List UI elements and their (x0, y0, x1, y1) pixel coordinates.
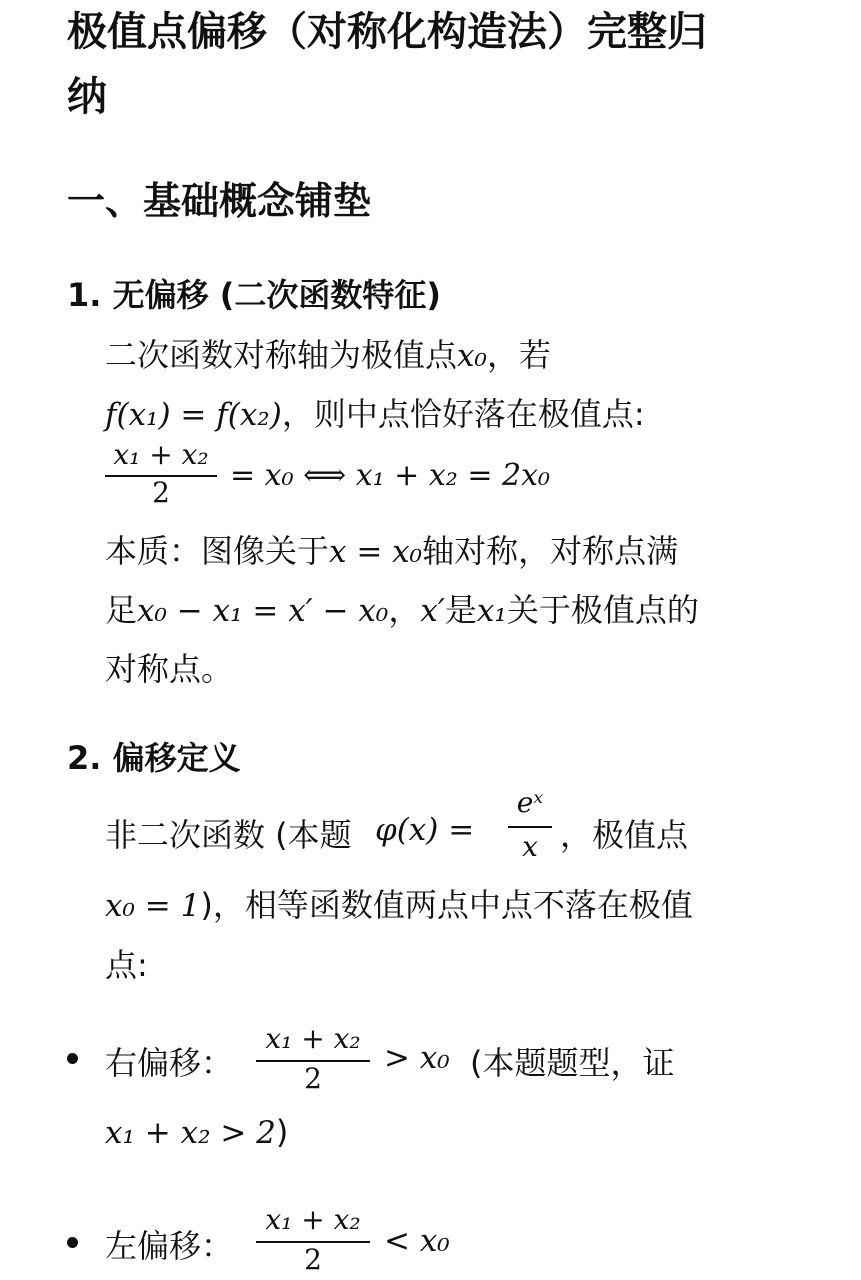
item1-line5-math3: x₁ (476, 593, 507, 629)
item2-fraction-bar (508, 826, 552, 828)
item2-heading: 2. 偏移定义 (67, 739, 241, 777)
bullet-right-line2 (105, 1113, 288, 1151)
item1-line5-math2: x′ (420, 593, 445, 629)
item1-line5-math: x₀ − x₁ = x′ − x₀ (137, 593, 389, 629)
item2-fraction-numerator: eˣ (516, 786, 544, 819)
bullet-left-numerator: x₁ + x₂ (265, 1203, 361, 1236)
item1-line2-math: f(x₁) = f(x₂) (105, 397, 282, 433)
item1-line2-text: ，则中点恰好落在极值点: (281, 395, 645, 433)
item1-fraction-numerator: x₁ + x₂ (113, 438, 209, 471)
item1-line5 (105, 585, 699, 631)
item1-essence-line (105, 526, 678, 572)
item1-line1 (105, 330, 551, 376)
bullet-right-tail: (本题题型，证 (470, 1044, 675, 1082)
bullet-left-relation: < x₀ (384, 1223, 450, 1259)
item1-heading: 1. 无偏移 (二次函数特征) (67, 276, 441, 314)
page-title-line1: 极值点偏移（对称化构造法）完整归 (67, 9, 707, 55)
section-heading: 一、基础概念铺垫 (67, 179, 372, 223)
item1-line6: 对称点。 (105, 650, 234, 688)
bullet-right-line2-tail: ) (275, 1113, 289, 1151)
item1-fraction-denominator: 2 (152, 476, 170, 509)
item1-essence-math: x = x₀ (329, 534, 423, 570)
bullet-right-denominator: 2 (304, 1062, 322, 1095)
item1-essence-label: 本质：图像关于 (105, 532, 330, 570)
page-title-line2: 纳 (67, 74, 107, 120)
item2-fraction-denominator: x (522, 830, 538, 863)
item2-line2 (105, 880, 693, 926)
item1-line5-tail: 关于极值点的 (506, 591, 699, 629)
bullet-right-line2-math: x₁ + x₂ > 2 (105, 1115, 276, 1151)
item1-fraction (105, 440, 217, 512)
item2-line2-math: x₀ = 1 (105, 888, 201, 924)
item2-line1-text: 非二次函数 (本题 (105, 816, 352, 854)
bullet-dot (67, 1053, 78, 1064)
item1-line2 (105, 389, 645, 435)
bullet-right-relation: > x₀ (384, 1040, 450, 1076)
bullet-left-label: 左偏移： (105, 1227, 234, 1265)
item2-line3: 点: (105, 946, 148, 984)
item2-line2-text: )，相等函数值两点中点不落在极值 (200, 886, 693, 924)
item1-line1-math: x₀ (457, 338, 487, 374)
item2-line1-tail: ，极值点 (560, 816, 689, 854)
bullet-left-denominator: 2 (304, 1243, 322, 1276)
bullet-right-fraction (256, 1022, 370, 1098)
item1-line5-mid: 是 (444, 591, 477, 629)
item1-line5-comma: ， (388, 591, 421, 629)
bullet-right-label: 右偏移： (105, 1044, 234, 1082)
item1-line1-tail: ，若 (486, 336, 551, 374)
item1-line5-pre: 足 (105, 591, 138, 629)
bullet-right-numerator: x₁ + x₂ (265, 1022, 361, 1055)
item2-line1-math: φ(x) = (375, 812, 475, 848)
item2-fraction (508, 786, 552, 866)
item1-essence-tail: 轴对称，对称点满 (422, 532, 679, 570)
item1-line1-text: 二次函数对称轴为极值点 (105, 336, 458, 374)
item1-equation-rest: = x₀ ⟺ x₁ + x₂ = 2x₀ (230, 458, 551, 493)
bullet-dot (67, 1237, 78, 1248)
bullet-left-fraction (256, 1203, 370, 1279)
